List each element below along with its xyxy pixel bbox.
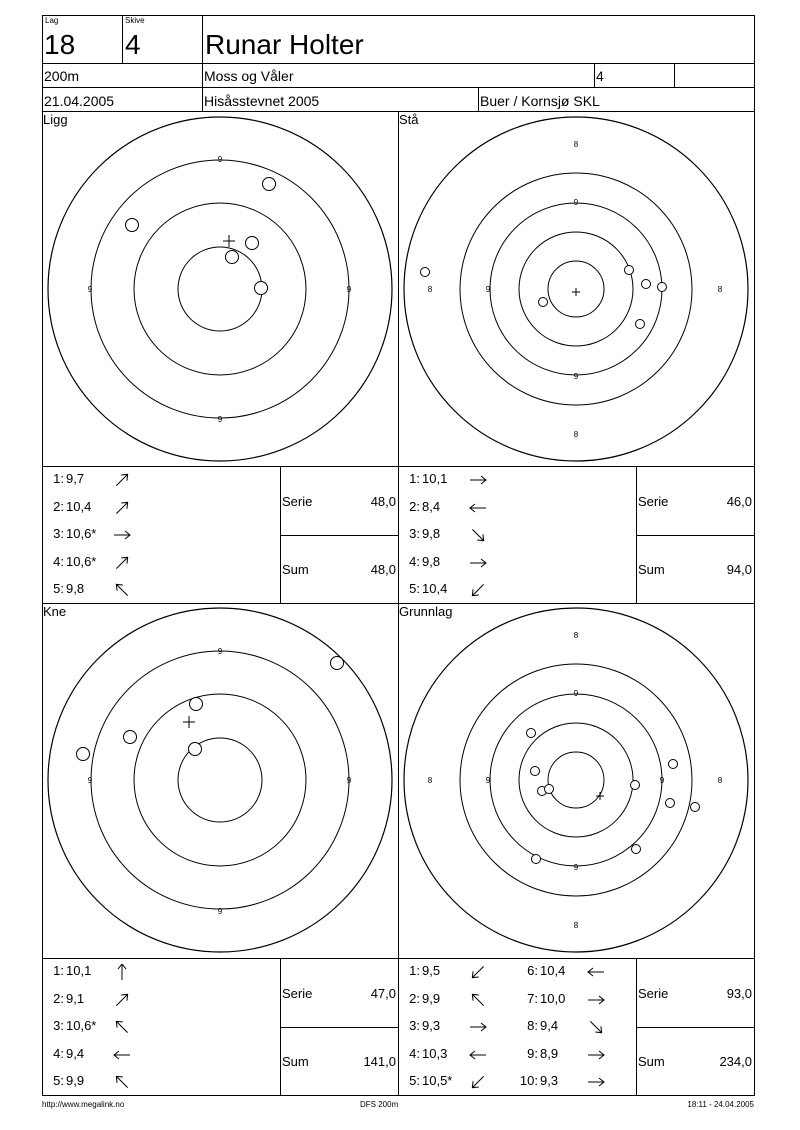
shot-value: 9,9 [66, 1073, 85, 1088]
shot-direction-arrow-icon [468, 1047, 488, 1068]
serie-value-ligg: 48,0 [370, 494, 396, 509]
target-ligg [48, 117, 392, 461]
shot-number: 8: [527, 1018, 538, 1033]
shot-hole [539, 298, 548, 307]
shot-number: 2: [53, 498, 64, 514]
shot-list-grunnlag [398, 958, 636, 1095]
footer-timestamp: 18:11 - 24.04.2005 [687, 1100, 754, 1109]
shot-number: 7: [527, 990, 538, 1006]
club: Moss og Våler [204, 68, 294, 84]
serie-value-kne: 47,0 [370, 986, 396, 1001]
ring-label: 9 [217, 155, 223, 164]
sum-label-kne: Sum [282, 1054, 309, 1069]
ring-label: 9 [573, 372, 579, 381]
shot-number: 5: [53, 1073, 64, 1088]
shot-number: 1: [53, 963, 64, 978]
serie-label-sta: Serie [638, 494, 669, 509]
sum-value-kne: 141,0 [363, 1054, 396, 1069]
shot-hole [632, 845, 641, 854]
shot-hole [532, 855, 541, 864]
skive-label: Skive [125, 16, 145, 25]
shot-list-sta [398, 466, 636, 603]
shot-number: 3: [409, 1018, 420, 1033]
sum-label-sta: Sum [638, 562, 665, 577]
date: 21.04.2005 [44, 93, 115, 109]
shot-direction-arrow-icon [468, 1074, 488, 1095]
ring-label: 9 [217, 647, 223, 656]
shot-value: 10,1 [422, 471, 448, 486]
serie-value-sta: 46,0 [726, 494, 752, 509]
target-kne [48, 608, 392, 952]
shot-list-kne [42, 958, 280, 1095]
shot-hole [527, 729, 536, 738]
shot-direction-arrow-icon [586, 1047, 606, 1068]
shot-value: 9,3 [422, 1018, 441, 1033]
shot-value: 9,3 [540, 1073, 559, 1088]
shot-value: 9,9 [422, 990, 441, 1006]
shot-value: 9,4 [66, 1045, 85, 1061]
shot-number: 6: [527, 963, 538, 978]
event: Hisåsstevnet 2005 [204, 93, 320, 109]
ring-label: 9 [87, 776, 93, 785]
shot-value: 10,1 [66, 963, 92, 978]
ring-label: 8 [427, 285, 433, 294]
shot-number: 2: [409, 990, 420, 1006]
ring-label: 8 [573, 921, 579, 930]
shot-hole [246, 237, 259, 250]
shot-direction-arrow-icon [112, 992, 132, 1013]
shot-hole [631, 781, 640, 790]
shot-number: 5: [409, 581, 420, 596]
center-of-group-cross [183, 716, 195, 728]
shot-hole [691, 803, 700, 812]
shot-direction-arrow-icon [586, 1074, 606, 1095]
shot-value: 9,7 [66, 471, 85, 486]
shot-direction-arrow-icon [586, 1019, 606, 1040]
target-title-kne: Kne [43, 604, 67, 619]
shot-direction-arrow-icon [468, 500, 488, 521]
target-title-sta: Stå [399, 112, 419, 127]
ring-label: 8 [573, 430, 579, 439]
shot-hole [642, 280, 651, 289]
target-ring [134, 694, 306, 866]
shot-number: 9: [527, 1045, 538, 1061]
shot-direction-arrow-icon [112, 1074, 132, 1095]
ring-label: 8 [717, 285, 723, 294]
shot-number: 1: [409, 471, 420, 486]
shot-hole [636, 320, 645, 329]
ring-label: 8 [573, 140, 579, 149]
ring-label: 9 [573, 689, 579, 698]
sum-label-ligg: Sum [282, 562, 309, 577]
shooter-name: Runar Holter [205, 29, 364, 60]
shot-direction-arrow-icon [586, 992, 606, 1013]
organizer: Buer / Kornsjø SKL [480, 93, 600, 109]
serie-label-kne: Serie [282, 986, 313, 1001]
target-ring [548, 752, 604, 808]
shot-hole [421, 268, 430, 277]
shot-direction-arrow-icon [112, 472, 132, 493]
shot-direction-arrow-icon [112, 500, 132, 521]
lag-value: 18 [44, 29, 76, 60]
shot-number: 4: [409, 1045, 420, 1061]
shot-number: 3: [53, 526, 64, 541]
shot-value: 9,5 [422, 963, 441, 978]
shot-hole [658, 283, 667, 292]
target-ring [48, 117, 392, 461]
ring-label: 9 [573, 198, 579, 207]
shot-value: 9,8 [66, 581, 85, 596]
shot-hole [531, 767, 540, 776]
shot-number: 1: [409, 963, 420, 978]
ring-label: 9 [485, 285, 491, 294]
ring-label: 9 [346, 776, 352, 785]
shot-hole [190, 698, 203, 711]
shot-hole [625, 266, 634, 275]
shot-direction-arrow-icon [112, 582, 132, 603]
shot-value: 10,3 [422, 1045, 448, 1061]
ring-label: 9 [346, 285, 352, 294]
serie-label-ligg: Serie [282, 494, 313, 509]
shot-hole [226, 251, 239, 264]
shot-direction-arrow-icon [586, 964, 606, 985]
target-sta [404, 117, 748, 461]
shot-value: 10,4 [66, 498, 92, 514]
ring-label: 8 [717, 776, 723, 785]
lag-label: Lag [45, 16, 59, 25]
shot-direction-arrow-icon [468, 555, 488, 576]
shot-number: 5: [409, 1073, 420, 1088]
shot-number: 1: [53, 471, 64, 486]
target-title-grunnlag: Grunnlag [399, 604, 453, 619]
sum-value-ligg: 48,0 [370, 562, 396, 577]
shot-hole [189, 743, 202, 756]
skive-value: 4 [125, 29, 141, 60]
shot-value: 8,4 [422, 498, 441, 514]
shot-number: 2: [53, 990, 64, 1006]
ring-label: 9 [217, 415, 223, 424]
shot-number: 2: [409, 498, 420, 514]
shot-value: 10,6* [66, 553, 97, 569]
shot-value: 9,1 [66, 990, 85, 1006]
target-grunnlag [404, 608, 748, 952]
sum-value-sta: 94,0 [726, 562, 752, 577]
shot-number: 3: [409, 526, 420, 541]
shot-hole [545, 785, 554, 794]
footer-url[interactable]: http://www.megalink.no [42, 1100, 125, 1109]
shot-value: 10,6* [66, 1018, 97, 1033]
shot-number: 3: [53, 1018, 64, 1033]
shot-number: 4: [409, 553, 420, 569]
shot-value: 8,9 [540, 1045, 559, 1061]
ring-label: 9 [87, 285, 93, 294]
shot-direction-arrow-icon [112, 555, 132, 576]
shot-direction-arrow-icon [468, 582, 488, 603]
shot-hole [669, 760, 678, 769]
shot-hole [666, 799, 675, 808]
distance: 200m [44, 68, 80, 84]
shot-direction-arrow-icon [112, 964, 132, 985]
ring-label: 9 [659, 776, 665, 785]
ring-label: 9 [573, 863, 579, 872]
shot-value: 9,8 [422, 553, 441, 569]
shot-list-ligg [42, 466, 280, 603]
shot-number: 4: [53, 1045, 64, 1061]
target-ring [404, 608, 748, 952]
shot-value: 10,4 [422, 581, 448, 596]
shot-number: 4: [53, 553, 64, 569]
shot-direction-arrow-icon [468, 1019, 488, 1040]
shot-hole [263, 178, 276, 191]
shot-value: 9,8 [422, 526, 441, 541]
target-ring [134, 203, 306, 375]
shot-hole [126, 219, 139, 232]
shot-value: 10,6* [66, 526, 97, 541]
target-title-ligg: Ligg [43, 112, 68, 127]
shot-value: 10,0 [540, 990, 566, 1006]
target-ring [519, 723, 633, 837]
serie-label-grunnlag: Serie [638, 986, 669, 1001]
ring-label: 8 [573, 631, 579, 640]
sum-label-grunnlag: Sum [638, 1054, 665, 1069]
shot-direction-arrow-icon [112, 527, 132, 548]
shot-number: 5: [53, 581, 64, 596]
shot-direction-arrow-icon [468, 472, 488, 493]
shot-value: 10,5* [422, 1073, 453, 1088]
ring-label: 9 [217, 907, 223, 916]
shot-direction-arrow-icon [112, 1019, 132, 1040]
sum-value-grunnlag: 234,0 [719, 1054, 752, 1069]
target-ring [178, 247, 262, 331]
center-of-group-cross [223, 235, 235, 247]
serie-value-grunnlag: 93,0 [726, 986, 752, 1001]
shot-hole [331, 657, 344, 670]
ring-label: 8 [427, 776, 433, 785]
footer-discipline: DFS 200m [360, 1100, 399, 1109]
shot-value: 10,4 [540, 963, 566, 978]
target-ring [460, 664, 692, 896]
center-of-group-cross [572, 288, 580, 296]
shot-value: 9,4 [540, 1018, 559, 1033]
shot-direction-arrow-icon [468, 527, 488, 548]
shot-number: 10: [519, 1073, 538, 1088]
shot-direction-arrow-icon [468, 964, 488, 985]
shot-direction-arrow-icon [112, 1047, 132, 1068]
club-number: 4 [596, 68, 604, 84]
shot-hole [77, 748, 90, 761]
shot-hole [255, 282, 268, 295]
shot-hole [124, 731, 137, 744]
ring-label: 9 [485, 776, 491, 785]
target-ring [91, 160, 349, 418]
shot-direction-arrow-icon [468, 992, 488, 1013]
target-ring [91, 651, 349, 909]
target-ring [490, 694, 662, 866]
